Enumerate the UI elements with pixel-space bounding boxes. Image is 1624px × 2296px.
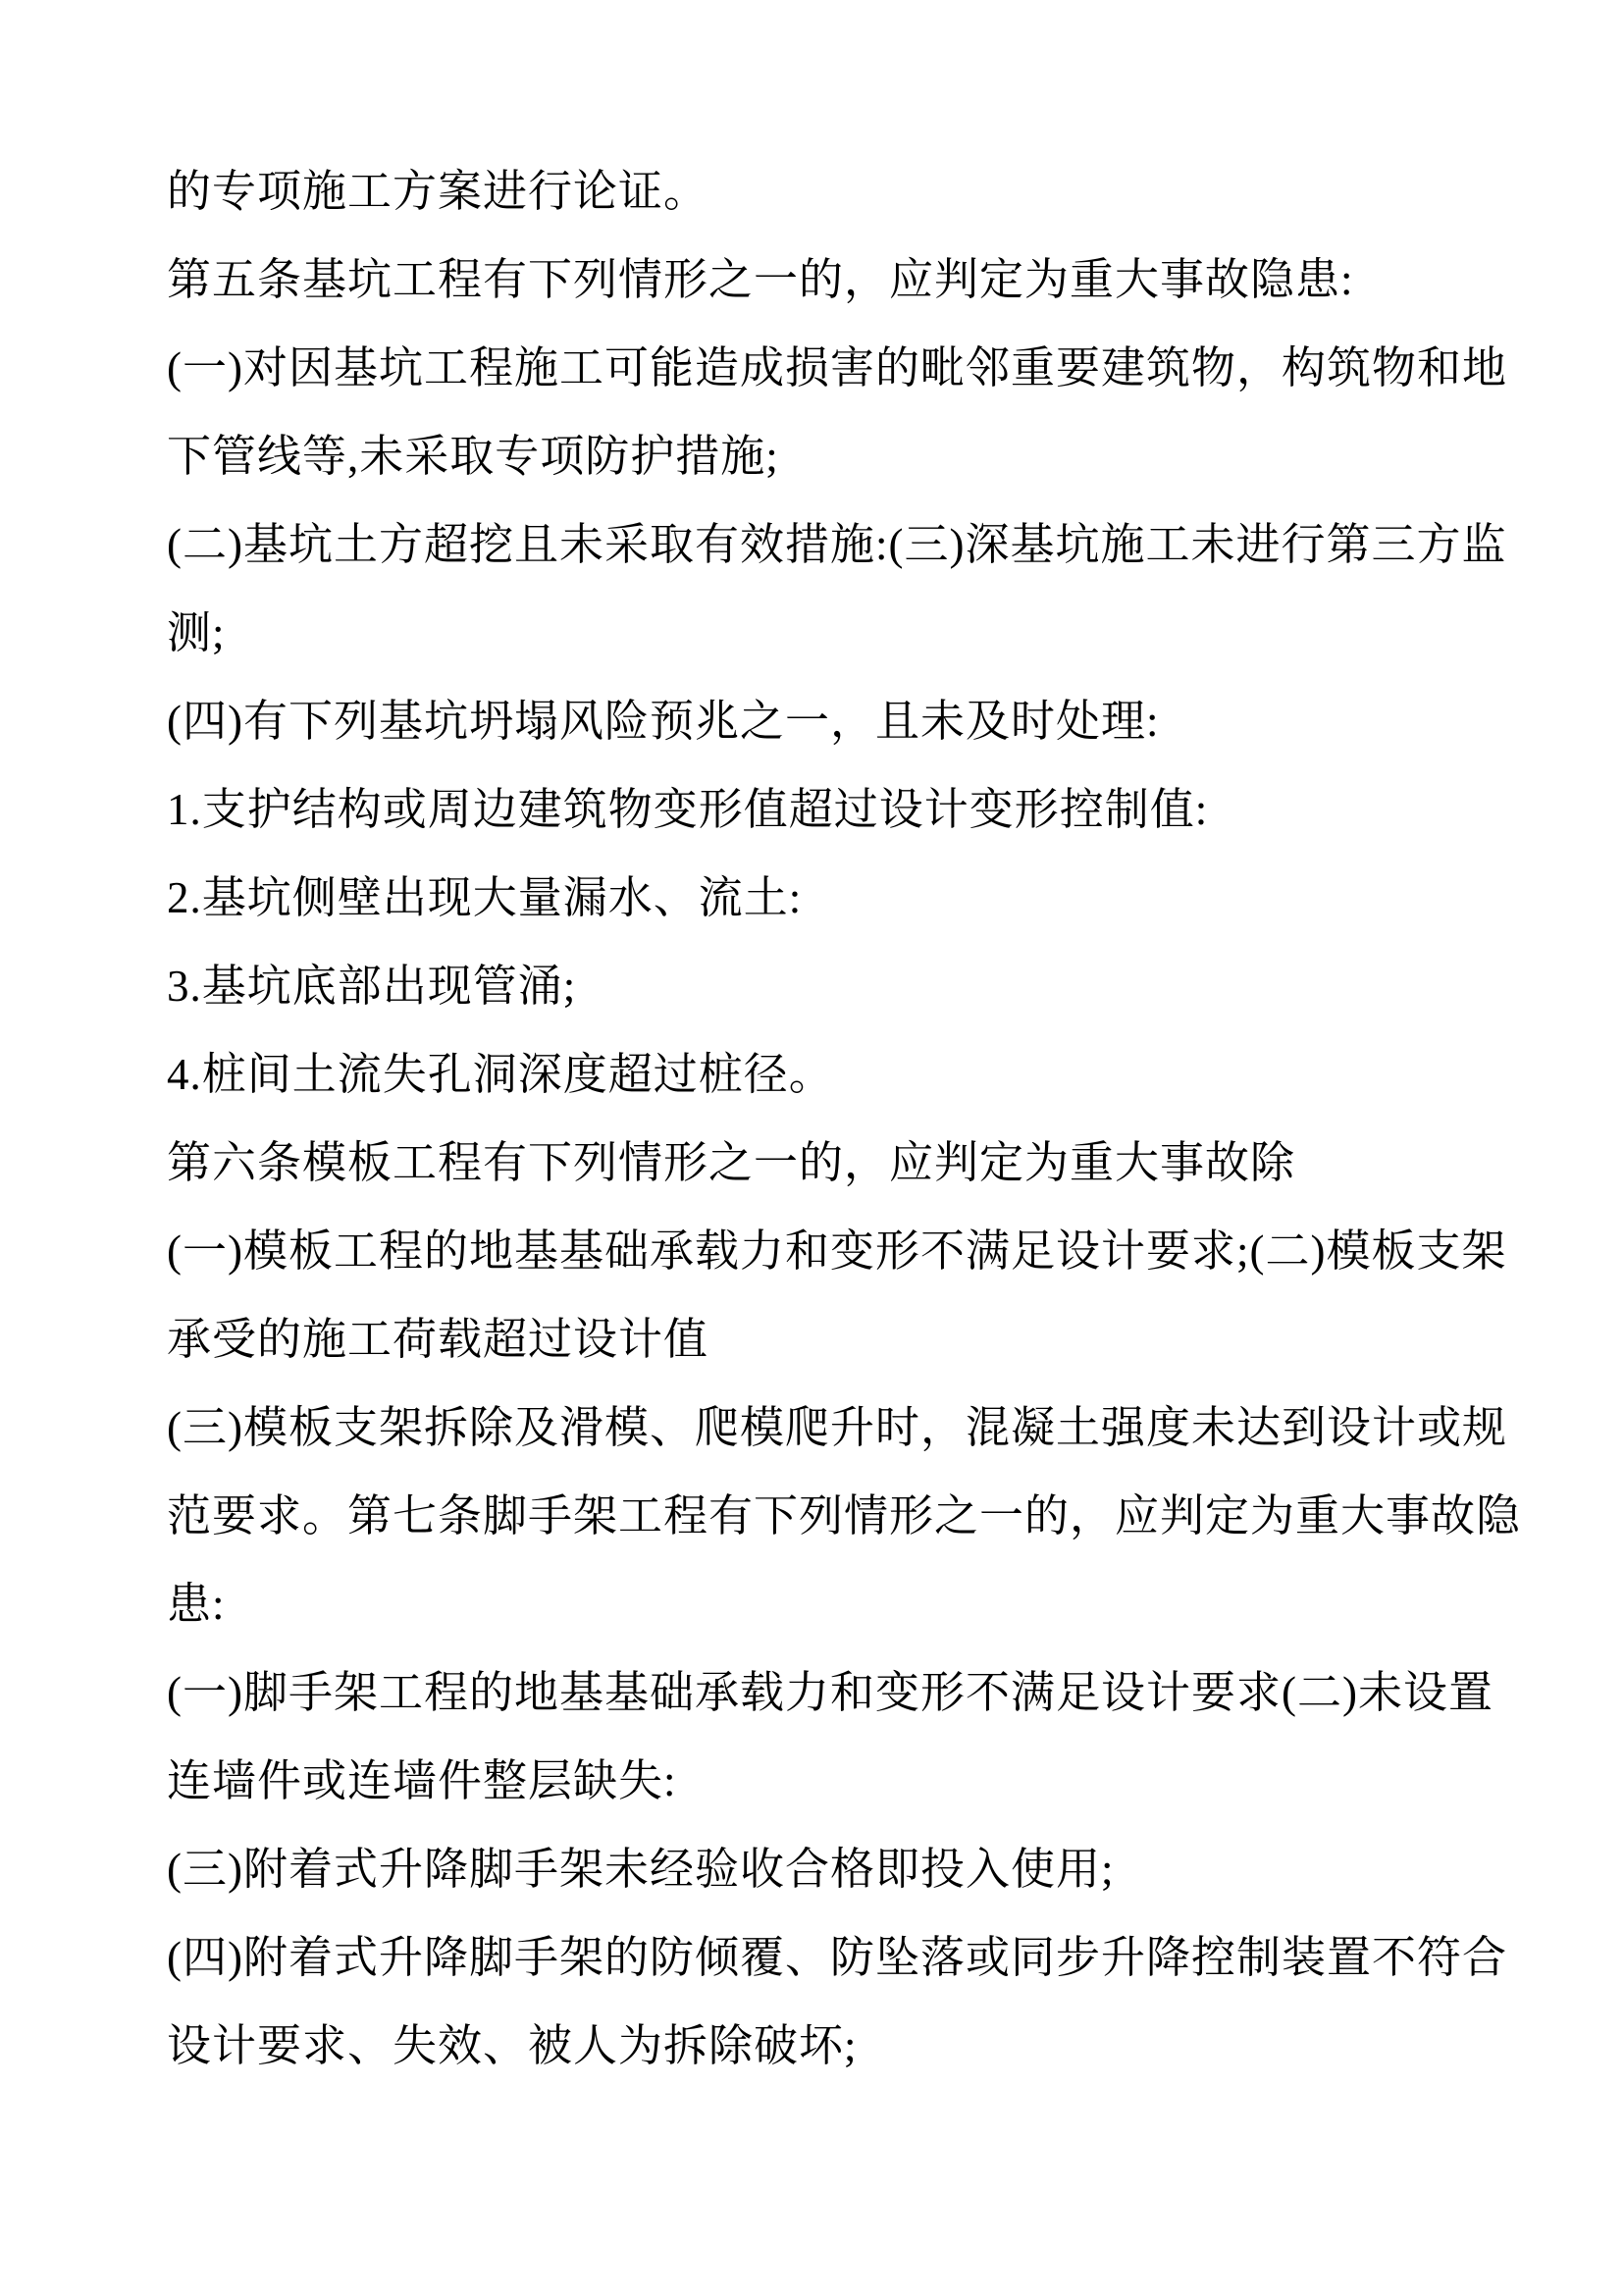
text-line-15: (三)模板支架拆除及滑模、爬模爬升时，混凝土强度未达到设计或规 xyxy=(167,1403,1507,1452)
text-line-21: (四)附着式升降脚手架的防倾覆、防坠落或同步升降控制装置不符合 xyxy=(167,1933,1507,1982)
text-line-4: 下管线等,未采取专项防护措施; xyxy=(167,432,779,481)
text-line-8: 1.支护结构或周边建筑物变形值超过设计变形控制值: xyxy=(167,785,1209,834)
text-line-20: (三)附着式升降脚手架未经验收合格即投入使用; xyxy=(167,1845,1115,1894)
text-line-10: 3.基坑底部出现管涌; xyxy=(167,962,577,1011)
text-line-17: 患: xyxy=(167,1580,226,1629)
text-line-3: (一)对因基坑工程施工可能造成损害的毗邻重要建筑物，构筑物和地 xyxy=(167,343,1507,392)
text-line-1: 的专项施工方案进行论证。 xyxy=(167,167,709,216)
text-line-11: 4.桩间土流失孔洞深度超过桩径。 xyxy=(167,1050,834,1099)
text-line-22: 设计要求、失效、被人为拆除破坏; xyxy=(167,2021,858,2070)
text-line-19: 连墙件或连墙件整层缺失: xyxy=(167,1756,677,1805)
text-line-7: (四)有下列基坑坍塌风险预兆之一，且未及时处理: xyxy=(167,697,1160,746)
text-line-6: 测; xyxy=(167,608,226,657)
text-line-2: 第五条基坑工程有下列情形之一的，应判定为重大事故隐患: xyxy=(167,255,1354,304)
text-line-12: 第六条模板工程有下列情形之一的，应判定为重大事故除 xyxy=(167,1138,1296,1187)
text-line-14: 承受的施工荷载超过设计值 xyxy=(167,1315,709,1364)
document-text-block xyxy=(167,147,1522,2090)
text-line-13: (一)模板工程的地基基础承载力和变形不满足设计要求;(二)模板支架 xyxy=(167,1226,1507,1276)
text-line-18: (一)脚手架工程的地基基础承载力和变形不满足设计要求(二)未设置 xyxy=(167,1668,1493,1717)
text-line-5: (二)基坑土方超挖且未采取有效措施:(三)深基坑施工未进行第三方监 xyxy=(167,520,1507,569)
text-line-9: 2.基坑侧壁出现大量漏水、流土: xyxy=(167,873,803,922)
text-line-16: 范要求。第七条脚手架工程有下列情形之一的，应判定为重大事故隐 xyxy=(167,1491,1522,1540)
